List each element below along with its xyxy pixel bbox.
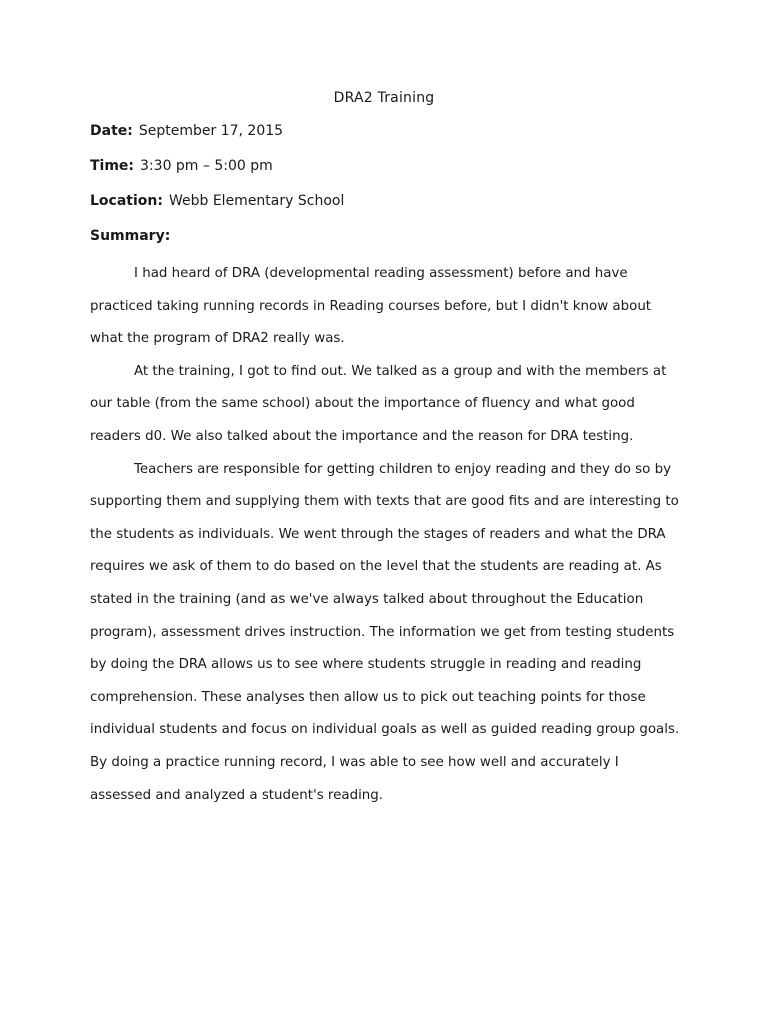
summary-paragraph-1: I had heard of DRA (developmental reading assessment) before and have practiced taking running records in Reading courses before, but I didn't know about what the program of DRA2 really was.	[90, 266, 652, 347]
summary-paragraph-3: Teachers are responsible for getting children to enjoy reading and they do so by supporting them and supplying them with texts that are good fits and are interesting to the students as individuals. We went through the stages of readers and what the DRA requires we ask of them to do based on the level that the students are reading at. As stated in the training (and as we've always talked about throughout the Education program), assessment drives instruction. The information we get from testing students by doing the DRA allows us to see where students struggle in reading and reading comprehension. These analyses then allow us to pick out teaching points for those individual students and focus on individual goals as well as guided reading group goals. By doing a practice running record, I was able to see how well and accurately I assessed and analyzed a student's reading.	[90, 461, 680, 803]
date-label: Date:	[90, 123, 133, 139]
location-value: Webb Elementary School	[168, 193, 345, 209]
date-field	[90, 123, 283, 139]
time-label: Time:	[90, 158, 135, 174]
summary-paragraph-2: At the training, I got to find out. We talked as a group and with the members at our table (from the same school) about the importance of fluency and what good readers d0. We also talked about the importance and the reason for DRA testing.	[90, 363, 667, 444]
location-label: Location:	[90, 193, 163, 209]
time-field	[90, 158, 273, 174]
document-title: DRA2 Training	[333, 90, 435, 106]
location-field	[90, 193, 344, 209]
summary-body	[90, 258, 680, 812]
time-value: 3:30 pm – 5:00 pm	[140, 158, 273, 174]
summary-label: Summary:	[90, 228, 171, 244]
date-value: September 17, 2015	[138, 123, 284, 139]
